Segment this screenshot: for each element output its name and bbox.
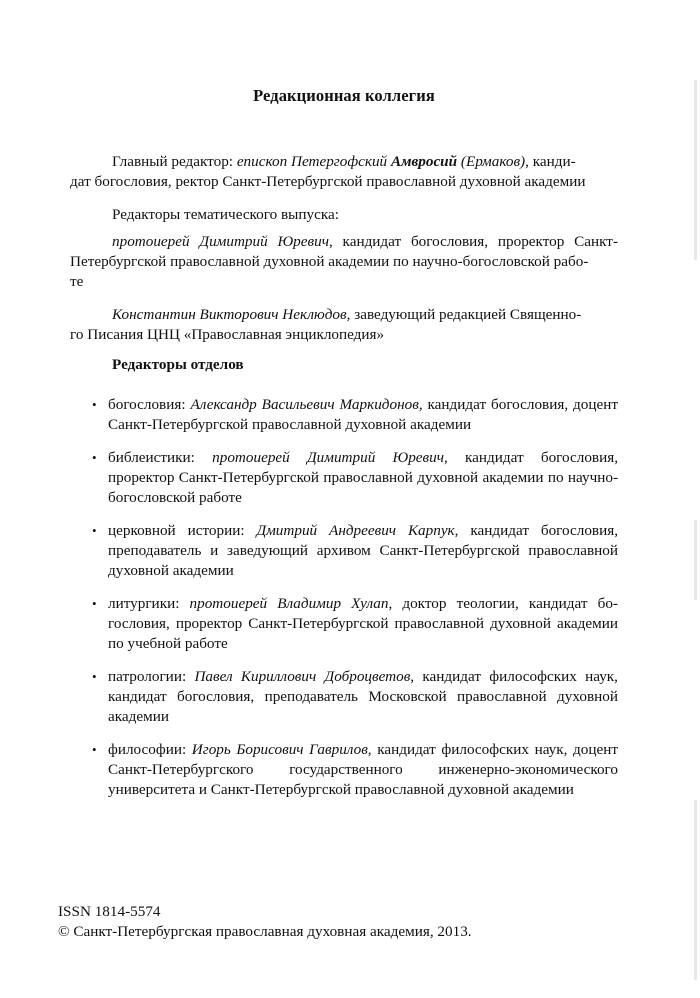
- scan-edge-mark: [694, 520, 697, 600]
- bullet-icon: •: [92, 450, 97, 465]
- chief-editor-label: Главный редактор:: [112, 153, 237, 170]
- thematic-editor-description-tail: те: [70, 273, 84, 290]
- bullet-icon: •: [92, 742, 97, 757]
- scan-edge-mark: [694, 800, 697, 980]
- thematic-editor-description: , кандидат богословия, проректор Санкт-Петербургской православной духовной академии по научно-богословской рабо-: [70, 233, 619, 270]
- editor-description: , доктор теологии, кандидат богословия, проректор Санкт-Петербургской православной духовной академии по учебной работе: [108, 595, 618, 652]
- section-editor-item: [92, 521, 618, 581]
- section-editor-item: [92, 448, 618, 508]
- editor-name: Дмитрий Андреевич Карпук: [256, 522, 455, 539]
- page-title: Редакционная коллегия: [253, 86, 435, 105]
- bullet-icon: •: [92, 523, 97, 538]
- section-editors-heading: Редакторы отделов: [112, 356, 244, 373]
- thematic-editor: [70, 305, 618, 345]
- thematic-editor-name: Константин Викторович Неклюдов: [112, 306, 347, 323]
- editor-description: , кандидат богословия, доцент Санкт-Петербургской православной духовной академии: [108, 396, 618, 433]
- editor-name: Игорь Борисович Гаврилов: [191, 741, 368, 758]
- bullet-icon: •: [92, 596, 97, 611]
- copyright-text: © Санкт-Петербургская православная духовная академия, 2013.: [58, 923, 472, 940]
- editor-description: , кандидат богословия, преподаватель и заведующий архивом Санкт-Петербургской православной духовной академии: [108, 522, 618, 579]
- section-editor-item: [92, 395, 618, 435]
- editor-description: , кандидат философских наук, доцент Санкт-Петербургского государственного инженерно-экономического университета и Санкт-Петербургской православной духовной академии: [108, 741, 619, 798]
- chief-editor-title: епископ Петергофский: [236, 153, 391, 170]
- thematic-editor: [70, 232, 618, 292]
- editor-name: протоиерей Владимир Хулап: [189, 595, 389, 612]
- department-label: философии:: [108, 741, 192, 758]
- editor-name: протоиерей Димитрий Юревич: [212, 449, 444, 466]
- department-label: библеистики:: [108, 449, 213, 466]
- scan-edge-mark: [694, 80, 697, 260]
- section-editor-item: [92, 667, 618, 727]
- editor-description: , кандидат философских наук, кандидат богословия, преподаватель Московской православной духовной академии: [108, 668, 618, 725]
- editor-description: , кандидат богословия, проректор Санкт-Петербургской православной духовной академии по научно-богословской работе: [108, 449, 618, 506]
- section-editor-item: [92, 740, 618, 800]
- department-label: богословия:: [108, 396, 191, 413]
- editor-name: Александр Васильевич Маркидонов: [190, 396, 419, 413]
- department-label: церковной истории:: [108, 522, 257, 539]
- thematic-editor-name: протоиерей Димитрий Юревич: [112, 233, 329, 250]
- department-label: патрологии:: [108, 668, 195, 685]
- chief-editor-description-1: , канди-: [525, 153, 576, 170]
- chief-editor-surname: (Ермаков): [457, 153, 526, 170]
- chief-editor-description-2: дат богословия, ректор Санкт-Петербургской православной духовной академии: [70, 173, 586, 190]
- section-editor-item: [92, 594, 618, 654]
- editor-name: Павел Кириллович Доброцветов: [194, 668, 411, 685]
- issn-text: ISSN 1814-5574: [58, 903, 161, 920]
- bullet-icon: •: [92, 397, 97, 412]
- department-label: литургики:: [108, 595, 190, 612]
- thematic-editor-description: , заведующий редакцией Священно-: [346, 306, 582, 323]
- thematic-editors-label: Редакторы тематического выпуска:: [112, 206, 339, 223]
- bullet-icon: •: [92, 669, 97, 684]
- chief-editor-paragraph: [70, 152, 618, 192]
- thematic-editor-description-tail: го Писания ЦНЦ «Православная энциклопедия»: [70, 326, 385, 343]
- chief-editor-name: Амвросий: [390, 153, 458, 170]
